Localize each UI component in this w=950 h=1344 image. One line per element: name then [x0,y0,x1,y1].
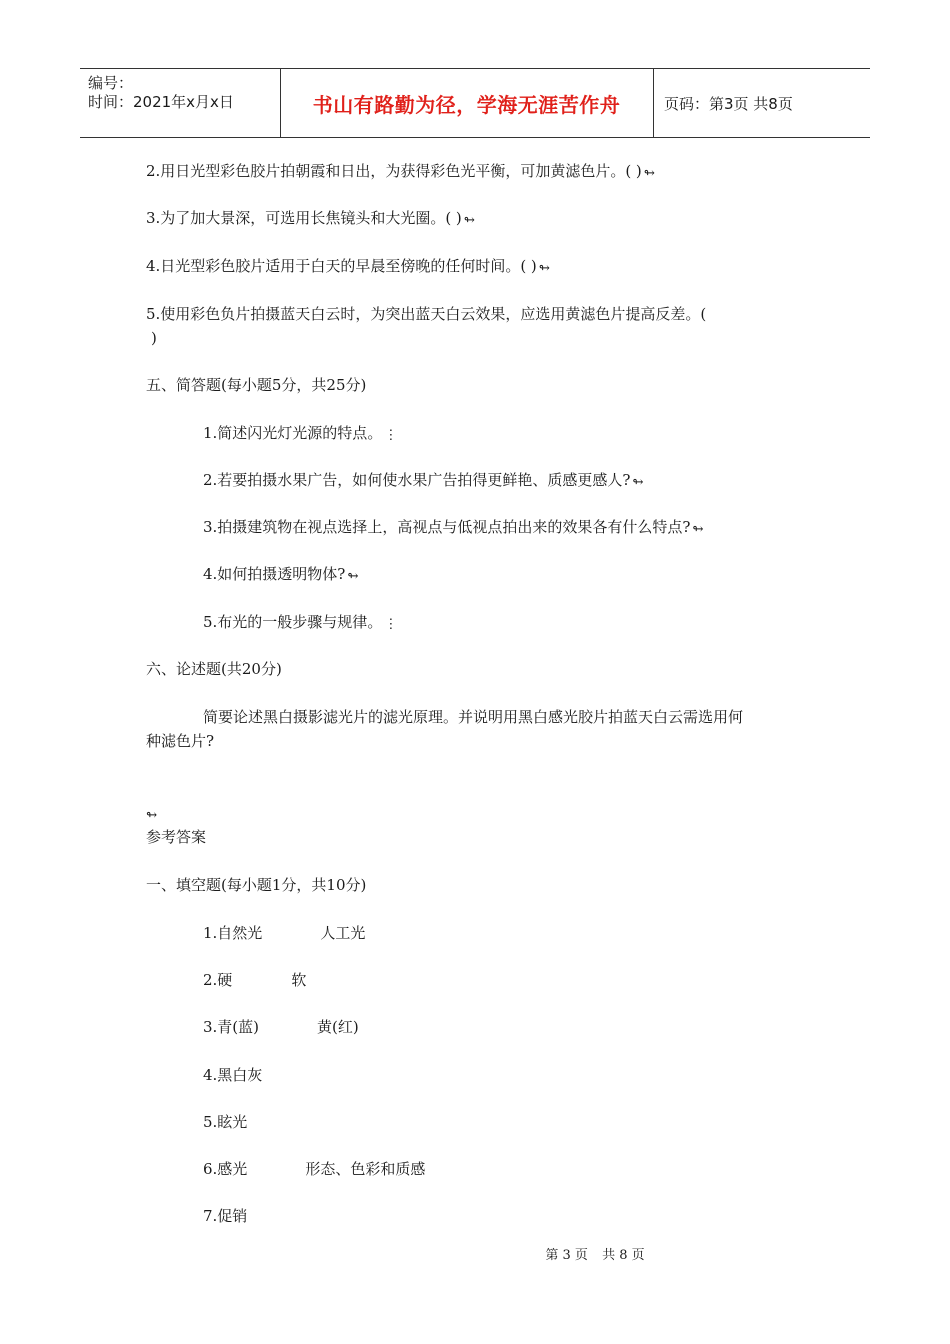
answers-section1-title: 一、填空题(每小题1分，共10分) [146,876,367,894]
answer-item: 4.黑白灰 [203,1066,263,1084]
date-label: 时间：2021年x月x日 [88,93,234,111]
code-label: 编号： [88,74,134,92]
edit-mark-icon: ↬ [146,808,157,823]
answers-title: 参考答案 [146,828,207,846]
tf-item-5: 5.使用彩色负片拍摄蓝天白云时，为突出蓝天白云效果，应选用黄滤色片提高反差。( [146,305,707,323]
section6-text-line2: 种滤色片? [146,732,215,750]
header-meta [80,69,281,137]
header-slogan-cell [280,69,654,137]
section6-text-line1: 简要论述黑白摄影滤光片的滤光原理。并说明用黑白感光胶片拍蓝天白云需选用何 [203,708,744,726]
tf-item-3: 3.为了加大景深，可选用长焦镜头和大光圈。( ) ↬ [146,207,475,232]
slogan: 书山有路勤为径，学海无涯苦作舟 [312,92,621,117]
section6-title: 六、论述题(共20分) [146,660,282,678]
paragraph-mark-icon: ⋮ [384,617,398,632]
answer-item: 7.促销 [203,1207,248,1225]
page-footer [0,1244,950,1263]
page-header [80,68,870,138]
edit-mark-icon: ↬ [643,166,655,181]
tf-item-5-close: ) [151,329,157,347]
header-page-cell [654,69,870,137]
section5-item-5: 5.布光的一般步骤与规律。 ⋮ [203,611,397,636]
section5-item-1: 1.简述闪光灯光源的特点。 ⋮ [203,422,397,447]
footer-page: 第 3 页 [545,1248,588,1263]
edit-mark-icon: ↬ [463,213,475,228]
tf-item-2: 2.用日光型彩色胶片拍朝霞和日出，为获得彩色光平衡，可加黄滤色片。( ) ↬ [146,160,655,185]
section5-item-2: 2.若要拍摄水果广告，如何使水果广告拍得更鲜艳、质感更感人? ↬ [203,469,643,494]
answer-item: 5.眩光 [203,1113,248,1131]
footer-total: 共 8 页 [602,1248,645,1263]
answer-item: 3.青(蓝) 黄(红) [203,1018,359,1036]
answer-item: 1.自然光 人工光 [203,924,366,942]
edit-mark-icon: ↬ [632,475,644,490]
page-label: 页码：第3页 共8页 [664,94,793,113]
answer-item: 2.硬 软 [203,971,307,989]
edit-mark-icon: ↬ [692,522,704,537]
answer-item: 6.感光 形态、色彩和质感 [203,1160,426,1178]
edit-mark-icon: ↬ [347,569,359,584]
section5-title: 五、简答题(每小题5分，共25分) [146,376,367,394]
tf-item-4: 4.日光型彩色胶片适用于白天的早晨至傍晚的任何时间。( ) ↬ [146,255,550,280]
section5-item-4: 4.如何拍摄透明物体? ↬ [203,563,358,588]
edit-mark-icon: ↬ [538,261,550,276]
section5-item-3: 3.拍摄建筑物在视点选择上，高视点与低视点拍出来的效果各有什么特点? ↬ [203,516,703,541]
paragraph-mark-icon: ⋮ [384,428,398,443]
